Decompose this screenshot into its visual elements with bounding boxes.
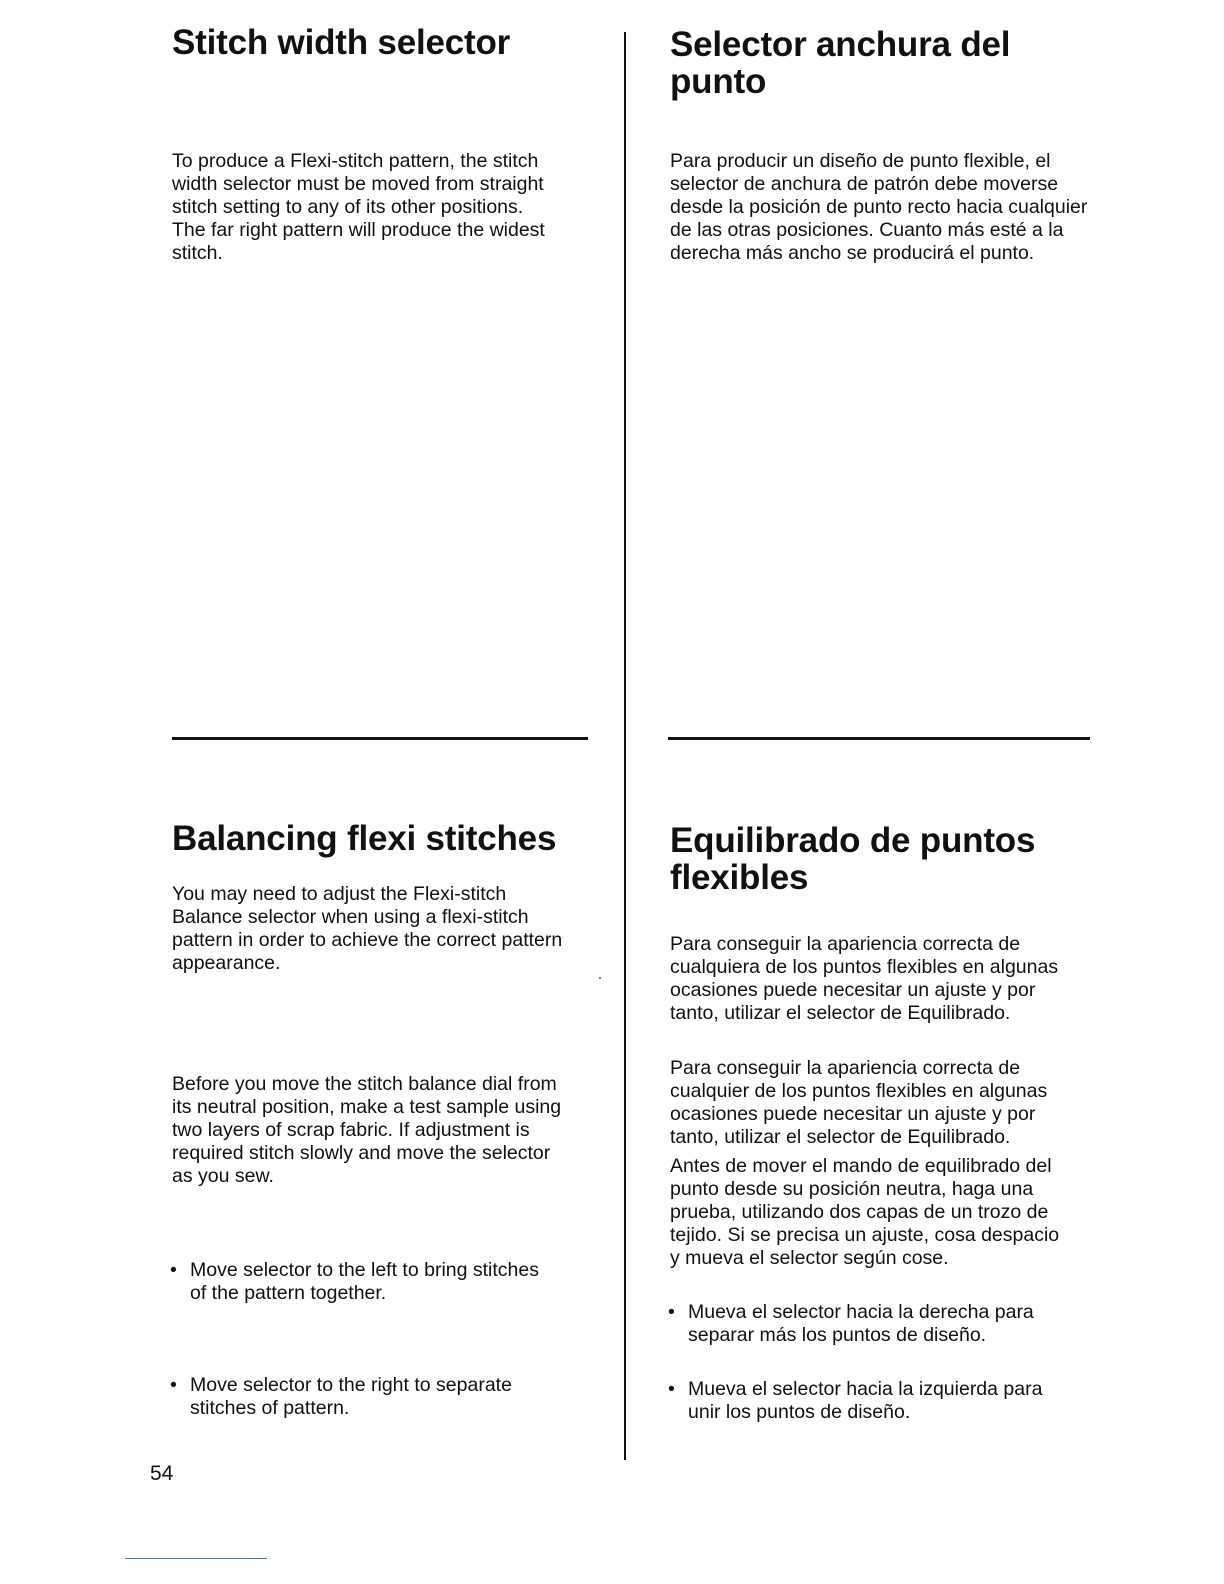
heading-stitch-width-selector: Stitch width selector: [172, 23, 511, 62]
text-line: selector de anchura de patrón debe moverse: [670, 173, 1059, 195]
text-line: unir los puntos de diseño.: [688, 1401, 911, 1423]
column-divider: [624, 32, 626, 1460]
paragraph: [670, 933, 1090, 1025]
text-line: Before you move the stitch balance dial from: [172, 1073, 557, 1095]
heading-line: Selector anchura del: [670, 25, 1011, 64]
right-section1-paragraph: [670, 150, 1090, 265]
text-line: pattern in order to achieve the correct pattern: [172, 929, 563, 951]
footer-link-line: [125, 1558, 267, 1559]
text-line: You may need to adjust the Flexi-stitch: [172, 883, 507, 905]
text-line: de las otras posiciones. Cuanto más esté a la: [670, 219, 1064, 241]
text-line: Move selector to the left to bring stitches: [190, 1259, 540, 1281]
text-line: two layers of scrap fabric. If adjustment is: [172, 1119, 530, 1141]
text-line: punto desde su posición neutra, haga una: [670, 1178, 1034, 1200]
bullet-icon: •: [170, 1259, 177, 1281]
heading-line: Equilibrado de puntos: [670, 821, 1036, 860]
text-line: required stitch slowly and move the selector: [172, 1142, 551, 1164]
paragraph: [172, 883, 592, 975]
text-line: stitch.: [172, 242, 223, 264]
text-line: stitches of pattern.: [190, 1397, 350, 1419]
heading-line: flexibles: [670, 858, 809, 897]
page-number: 54: [150, 1462, 174, 1485]
text-line: ocasiones puede necesitar un ajuste y por: [670, 979, 1036, 1001]
left-section1: [172, 24, 592, 61]
text-line: Para conseguir la apariencia correcta de: [670, 1057, 1021, 1079]
text-line: Antes de mover el mando de equilibrado del: [670, 1155, 1052, 1177]
text-line: desde la posición de punto recto hacia cualquier: [670, 196, 1088, 218]
bullet-icon: •: [170, 1374, 177, 1396]
heading-balancing-flexi-stitches: Balancing flexi stitches: [172, 819, 557, 858]
bullet-icon: •: [668, 1301, 675, 1323]
right-section2-paragraph2: [670, 1057, 1090, 1149]
right-section2-paragraph1: [670, 933, 1090, 1025]
text-line: y mueva el selector según cose.: [670, 1247, 949, 1269]
right-section-rule: [668, 737, 1090, 740]
left-section2: [172, 820, 592, 857]
text-line: prueba, utilizando dos capas de un trozo de: [670, 1201, 1049, 1223]
text-line: as you sew.: [172, 1165, 274, 1187]
text-line: tejido. Si se precisa un ajuste, cosa despacio: [670, 1224, 1060, 1246]
text-line: To produce a Flexi-stitch pattern, the stitch: [172, 150, 539, 172]
paragraph: [172, 1073, 592, 1188]
text-line: its neutral position, make a test sample using: [172, 1096, 562, 1118]
text-line: Para conseguir la apariencia correcta de: [670, 933, 1021, 955]
text-line: of the pattern together.: [190, 1282, 387, 1304]
paragraph: [670, 1057, 1090, 1149]
text-line: ocasiones puede necesitar un ajuste y por: [670, 1103, 1036, 1125]
text-line: stitch setting to any of its other positions.: [172, 196, 524, 218]
text-line: derecha más ancho se producirá el punto.: [670, 242, 1035, 264]
right-section1: [670, 26, 1090, 100]
right-section2: [670, 822, 1090, 896]
paragraph: [172, 150, 592, 265]
right-section2-paragraph3: [670, 1155, 1090, 1270]
list-item: [668, 1378, 1088, 1424]
text-line: tanto, utilizar el selector de Equilibrado.: [670, 1126, 1011, 1148]
list-item: [668, 1301, 1088, 1347]
text-line: appearance.: [172, 952, 281, 974]
list-item: [170, 1374, 590, 1420]
paragraph: [670, 1155, 1090, 1270]
text-line: Balance selector when using a flexi-stitch: [172, 906, 529, 928]
text-line: tanto, utilizar el selector de Equilibrado.: [670, 1002, 1011, 1024]
text-line: cualquiera de los puntos flexibles en algunas: [670, 956, 1059, 978]
text-line: width selector must be moved from straight: [172, 173, 544, 195]
text-line: Mueva el selector hacia la izquierda para: [688, 1378, 1043, 1400]
text-line: Para producir un diseño de punto flexible, el: [670, 150, 1051, 172]
text-line: Move selector to the right to separate: [190, 1374, 512, 1396]
heading-line: punto: [670, 62, 767, 101]
bullet-icon: •: [668, 1378, 675, 1400]
text-line: separar más los puntos de diseño.: [688, 1324, 987, 1346]
left-section2-paragraph1: [172, 883, 592, 975]
paragraph: [670, 150, 1090, 265]
text-line: Mueva el selector hacia la derecha para: [688, 1301, 1034, 1323]
heading-equilibrado-de-puntos-flexibles: [670, 822, 1090, 896]
text-line: The far right pattern will produce the widest: [172, 219, 545, 241]
heading-selector-anchura-del-punto: [670, 26, 1090, 100]
left-section1-paragraph: [172, 150, 592, 265]
text-line: cualquier de los puntos flexibles en algunas: [670, 1080, 1048, 1102]
left-section-rule: [172, 737, 588, 740]
print-speck: [599, 977, 601, 979]
left-section2-paragraph2: [172, 1073, 592, 1188]
list-item: [170, 1259, 590, 1305]
